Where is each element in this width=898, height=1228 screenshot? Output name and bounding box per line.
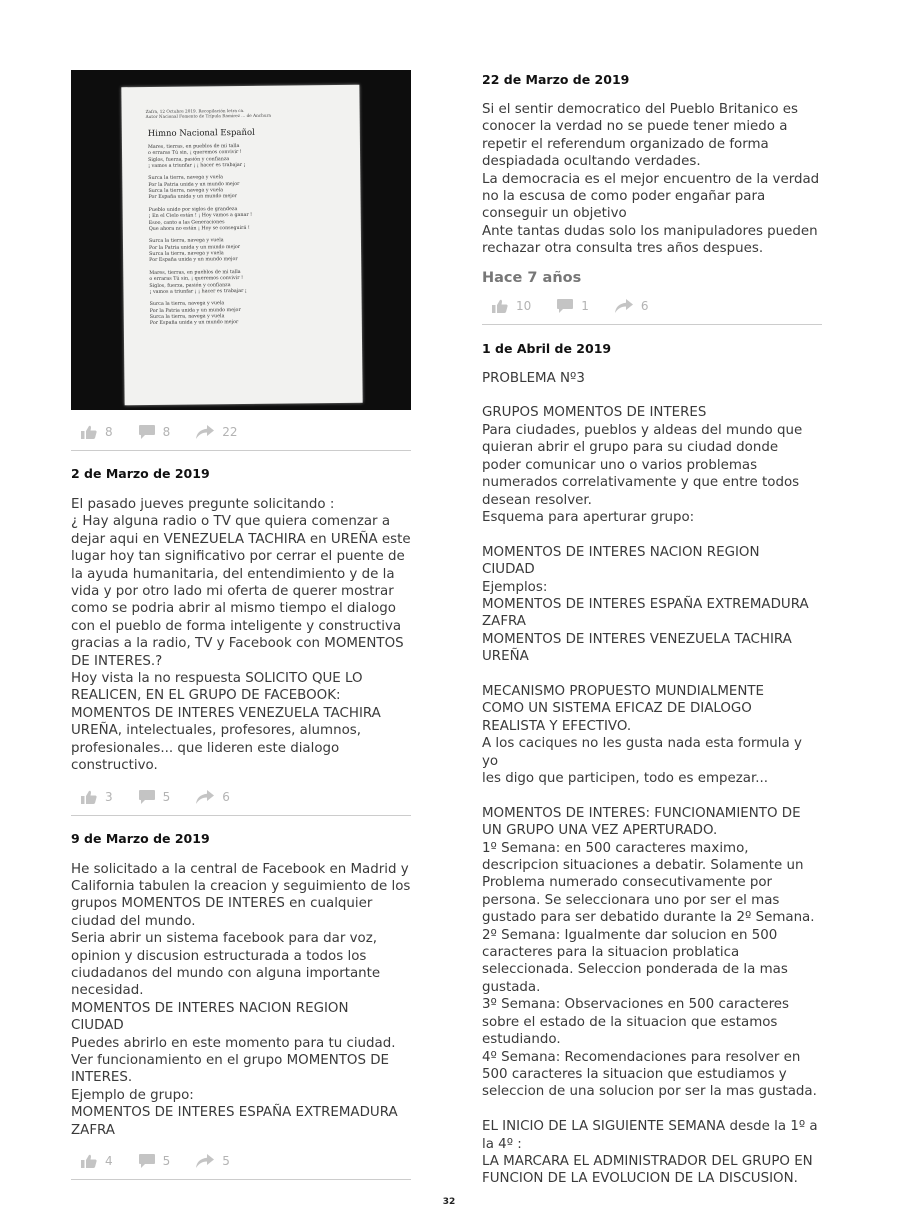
like-stat[interactable] [81,425,113,439]
right-column [482,72,822,1188]
sheet-verses: Mares, tierras, en pueblos de mi talla o erraras Tú sin, ¡ queremos convivir ! Siglos, fuerza, pasión y confianza ¡ vamos a triunfar ¡ ¡ hacer es trabajar ¡ Surca la tierra, navega y vuela Por la Patria unida y un mundo mejor Surca la tierra, navega y vuela Por España unida y un mundo mejor Pueblo unido por siglos de grandeza ¡ En el Cielo están ! ¡ Hoy vamos a ganar ! Esoo, canto a las Generaciones Que ahora no están ¡ Hoy se conseguirá ! Surca la tierra, navega y vuela Por la Patria unida y un mundo mejor Surca la tierra, navega y vuela Por España unida y un mundo mejor Mares, tierras, en pueblos de mi talla o erraras Tú sin, ¡ queremos convivir ! Siglos, fuerza, pasión y confianza ¡ vamos a triunfar ¡ ¡ hacer es trabajar ¡ Surca la tierra, navega y vuela Por la Patria unida y un mundo mejor Surca la tierra, navega y vuela Por España unida y un mundo mejor [147,144,253,327]
comment-stat[interactable] [557,299,589,313]
share-arrow-icon [196,1154,214,1168]
share-count: 6 [222,789,230,804]
thumbs-up-icon [492,299,508,313]
share-stat[interactable] [615,299,649,313]
share-stat[interactable] [196,790,230,804]
post-stats [492,296,822,316]
post-stats [71,422,411,442]
anthem-sheet [121,85,362,405]
thumbs-up-icon [81,790,97,804]
thumbs-up-icon [81,1154,97,1168]
post [482,341,822,1188]
page-number: 32 [442,1197,456,1207]
post-stats [81,787,411,807]
speech-bubble-icon [139,425,155,439]
left-column [71,70,411,1180]
divider [71,450,411,451]
post-body: El pasado jueves pregunte solicitando : ¿ Hay alguna radio o TV que quiera comenzar a dejar aqui en VENEZUELA TACHIRA en UREÑA este lugar hoy tan significativo por cerrar el puente de la ayuda humanitaria, del entendimiento y de la vida y por otro lado mi oferta de querer mostrar como se podria abrir al mismo tiempo el dialogo con el pueblo de forma inteligente y constructiva gracias a la radio, TV y Facebook con MOMENTOS DE INTERES.? Hoy vista la no respuesta SOLICITO QUE LO REALICEN, EN EL GRUPO DE FACEBOOK: MOMENTOS DE INTERES VENEZUELA TACHIRA UREÑA, intelectuales, profesores, alumnos, profesionales... que lideren este dialogo constructivo. [71,497,411,774]
share-arrow-icon [196,790,214,804]
divider [482,324,822,325]
post [482,72,822,325]
post-body: He solicitado a la central de Facebook en Madrid y California tabulen la creacion y seguimiento de los grupos MOMENTOS DE INTERES en cualquier ciudad del mundo. Seria abrir un sistema facebook para dar voz, opinion y discusion estructurada a todos los ciudadanos del mundo con alguna importante necesidad. MOMENTOS DE INTERES NACION REGION CIUDAD Puedes abrirlo en este momento para tu ciudad. Ver funcionamiento en el grupo MOMENTOS DE INTERES. Ejemplo de grupo: MOMENTOS DE INTERES ESPAÑA EXTREMADURA ZAFRA [71,861,411,1138]
speech-bubble-icon [139,790,155,804]
share-stat[interactable] [196,425,237,439]
divider [71,815,411,816]
post-date: 2 de Marzo de 2019 [71,466,210,481]
like-count: 8 [105,425,113,439]
share-stat[interactable] [196,1154,230,1168]
speech-bubble-icon [557,299,573,313]
speech-bubble-icon [139,1154,155,1168]
post [71,831,411,1181]
like-stat[interactable] [81,790,113,804]
comment-count: 5 [162,1154,171,1168]
share-arrow-icon [615,299,633,313]
comment-count: 1 [581,298,589,313]
post-date: 22 de Marzo de 2019 [482,72,630,87]
comment-stat[interactable] [139,1154,171,1168]
sheet-header: Zafra, 12 Octubre 2019. Recopilación letra ca. Autor Nacional Fomento de Trípula Ramírez ... de Anchura [145,107,272,120]
post [71,466,411,816]
comment-stat[interactable] [139,790,171,804]
post-body: Si el sentir democratico del Pueblo Britanico es conocer la verdad no se puede tener miedo a repetir el referendum organizado de forma despiadada ocultando verdades. La democracia es el mejor encuentro de la verdad no la escusa de como poder engañar para conseguir un objetivo Ante tantas dudas solo los manipuladores pueden rechazar otra consulta tres años despues. [482,102,820,257]
like-count: 3 [105,789,113,804]
comment-stat[interactable] [139,425,171,439]
like-stat[interactable] [492,299,531,313]
share-arrow-icon [196,425,214,439]
comment-count: 8 [162,425,171,439]
divider [71,1179,411,1180]
like-stat[interactable] [81,1154,113,1168]
post-stats [81,1151,411,1171]
share-count: 22 [222,425,238,439]
like-count: 4 [105,1154,113,1168]
share-count: 5 [222,1154,230,1168]
comment-count: 5 [162,789,171,804]
post-date: 1 de Abril de 2019 [482,340,612,356]
like-count: 10 [516,298,532,313]
post-body: PROBLEMA Nº3 GRUPOS MOMENTOS DE INTERES Para ciudades, pueblos y aldeas del mundo que quieran abrir el grupo para su ciudad donde poder comunicar uno o varios problemas numerados correlativamente y que entre todos desean resolver. Esquema para aperturar grupo: MOMENTOS DE INTERES NACION REGION CIUDAD Ejemplos: MOMENTOS DE INTERES ESPAÑA EXTREMADURA ZAFRA MOMENTOS DE INTERES VENEZUELA TACHIRA UREÑA MECANISMO PROPUESTO MUNDIALMENTE COMO UN SISTEMA EFICAZ DE DIALOGO REALISTA Y EFECTIVO. A los caciques no les gusta nada esta formula y yo les digo que participen, todo es empezar... MOMENTOS DE INTERES: FUNCIONAMIENTO DE UN GRUPO UNA VEZ APERTURADO. 1º Semana: en 500 caracteres maximo, descripcion situaciones a debatir. Solamente un Problema numerado consecutivamente por persona. Se seleccionara uno por ser el mas gustado para ser debatido durante la 2º Semana. 2º Semana: Igualmente dar solucion en 500 caracteres para la situacion problatica seleccionada. Seleccion ponderada de la mas gustada. 3º Semana: Observaciones en 500 caracteres sobre el estado de la situacion que estamos estudiando. 4º Semana: Recomendaciones para resolver en 500 caracteres la situacion que estudiamos y seleccion de una solucion por ser la mas gustada. EL INICIO DE LA SIGUIENTE SEMANA desde la 1º a la 4º : LA MARCARA EL ADMINISTRADOR DEL GRUPO EN FUNCION DE LA EVOLUCION DE LA DISCUSION. [482,370,818,1187]
sheet-title: Himno Nacional Español [147,127,255,139]
thumbs-up-icon [81,425,97,439]
share-count: 6 [640,298,649,313]
post-age: Hace 7 años [482,269,582,286]
post-date: 9 de Marzo de 2019 [71,830,210,846]
post-photo[interactable] [71,70,411,410]
